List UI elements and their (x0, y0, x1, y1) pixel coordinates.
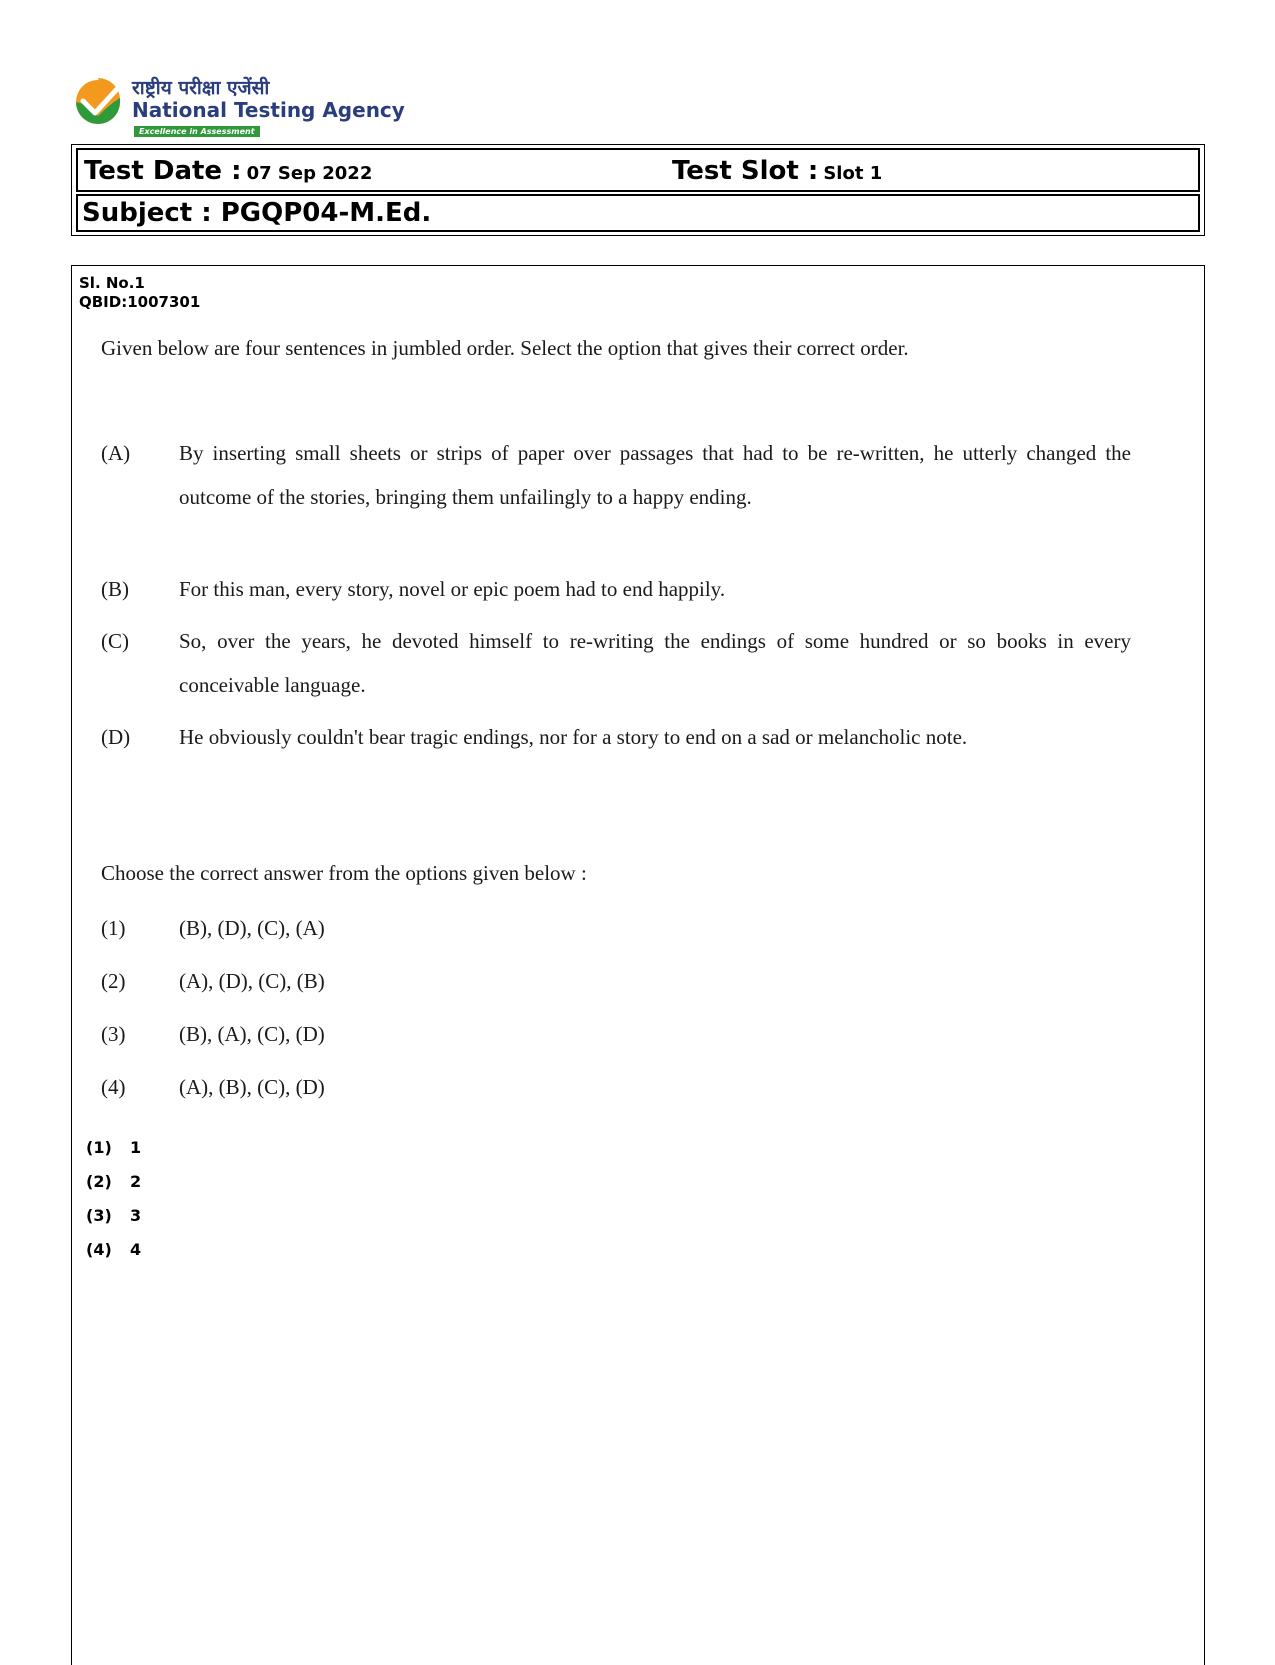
option-text: (A), (B), (C), (D) (179, 1075, 325, 1099)
test-info-row (76, 148, 1200, 192)
statement-label: (D) (101, 725, 131, 749)
nta-logo (74, 74, 414, 138)
statement-d (101, 715, 1221, 759)
option-text: (B), (D), (C), (A) (179, 916, 325, 940)
answer-value: 4 (130, 1240, 142, 1259)
subject-text: Subject : PGQP04-M.Ed. (82, 198, 432, 228)
option-text: (B), (A), (C), (D) (179, 1022, 325, 1046)
answer-label: (3) (86, 1206, 112, 1225)
statement-a (101, 431, 1221, 519)
subject-row (76, 194, 1200, 232)
test-date-label: Test Date : (84, 156, 242, 186)
test-date-value: 07 Sep 2022 (246, 163, 373, 184)
answer-value: 3 (130, 1206, 142, 1225)
statement-label: (A) (101, 441, 131, 465)
answer-label: (2) (86, 1172, 112, 1191)
logo-english-text: National Testing Agency (132, 98, 405, 122)
test-date (84, 156, 372, 186)
question-intro: Given below are four sentences in jumbled order. Select the option that gives their correct order. (101, 336, 909, 360)
statement-text: By inserting small sheets or strips of paper over passages that had to be re-written, he utterly changed the outcome of the stories, bringing them unfailingly to a happy ending. (179, 441, 1131, 509)
statement-c (101, 619, 1221, 707)
statement-label: (C) (101, 629, 129, 653)
test-slot (672, 156, 882, 186)
logo-hindi-text: राष्ट्रीय परीक्षा एजेंसी (132, 77, 270, 99)
answer-label: (1) (86, 1138, 112, 1157)
question-meta (79, 274, 200, 312)
answer-value: 2 (130, 1172, 142, 1191)
test-slot-value: Slot 1 (823, 163, 883, 184)
statement-text: For this man, every story, novel or epic poem had to end happily. (179, 577, 726, 601)
nta-check-emblem-icon (74, 76, 122, 126)
question-box (71, 265, 1205, 1665)
option-text: (A), (D), (C), (B) (179, 969, 325, 993)
statement-b (101, 567, 1221, 611)
choose-instruction: Choose the correct answer from the options given below : (101, 861, 587, 885)
option-label: (1) (101, 916, 126, 940)
question-id: QBID:1007301 (79, 293, 201, 311)
logo-tagline: Excellence in Assessment (134, 126, 260, 137)
answer-value: 1 (130, 1138, 142, 1157)
answer-label: (4) (86, 1240, 112, 1259)
option-label: (4) (101, 1075, 126, 1099)
option-label: (3) (101, 1022, 126, 1046)
statement-text: He obviously couldn't bear tragic endings, nor for a story to end on a sad or melancholic note. (179, 725, 968, 749)
statement-label: (B) (101, 577, 129, 601)
serial-number: Sl. No.1 (79, 274, 145, 292)
statement-text: So, over the years, he devoted himself to re-writing the endings of some hundred or so books in every conceivable language. (179, 629, 1131, 697)
test-header (71, 144, 1205, 236)
test-slot-label: Test Slot : (672, 156, 819, 186)
option-label: (2) (101, 969, 126, 993)
